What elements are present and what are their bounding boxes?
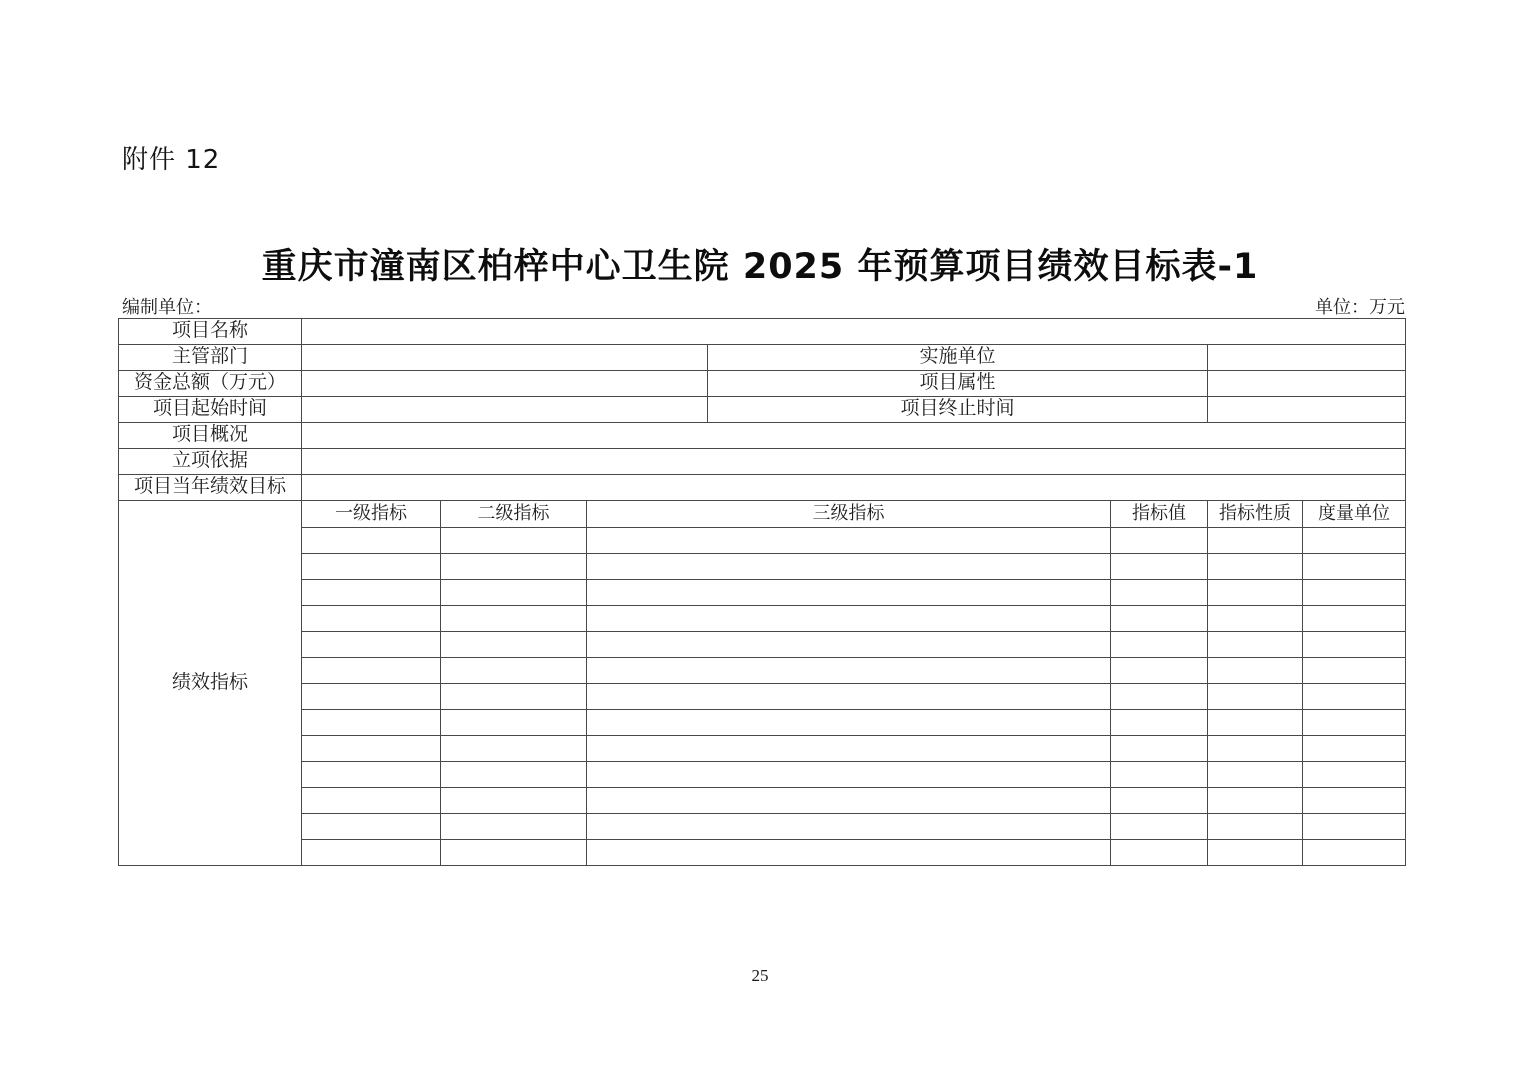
level2-indicator-cell <box>441 658 587 684</box>
indicator-empty-row <box>119 658 1406 684</box>
level3-indicator-cell <box>587 606 1111 632</box>
level3-indicator-cell <box>587 554 1111 580</box>
row-project-name <box>119 319 1406 345</box>
indicator-value-cell <box>1111 632 1208 658</box>
prepared-by-label: 编制单位： <box>122 297 212 317</box>
level1-indicator-cell <box>302 554 441 580</box>
indicator-nature-cell <box>1208 658 1303 684</box>
measure-unit-cell <box>1303 554 1406 580</box>
level1-indicator-cell <box>302 762 441 788</box>
header-level3-indicator: 三级指标 <box>587 501 1111 528</box>
measure-unit-cell <box>1303 632 1406 658</box>
level3-indicator-cell <box>587 814 1111 840</box>
measure-unit-cell <box>1303 528 1406 554</box>
indicator-nature-cell <box>1208 814 1303 840</box>
measure-unit-cell <box>1303 658 1406 684</box>
indicator-nature-cell <box>1208 632 1303 658</box>
indicator-value-cell <box>1111 580 1208 606</box>
measure-unit-cell <box>1303 710 1406 736</box>
impl-unit-value-cell <box>1208 345 1406 371</box>
dept-label: 主管部门 <box>119 345 302 371</box>
end-time-value-cell <box>1208 397 1406 423</box>
row-basis <box>119 449 1406 475</box>
level2-indicator-cell <box>441 632 587 658</box>
unit-label: 单位：万元 <box>1315 297 1405 317</box>
level2-indicator-cell <box>441 762 587 788</box>
level2-indicator-cell <box>441 528 587 554</box>
level3-indicator-cell <box>587 840 1111 866</box>
measure-unit-cell <box>1303 684 1406 710</box>
header-level2-indicator: 二级指标 <box>441 501 587 528</box>
indicator-value-cell <box>1111 840 1208 866</box>
indicator-value-cell <box>1111 684 1208 710</box>
indicator-value-cell <box>1111 736 1208 762</box>
level2-indicator-cell <box>441 580 587 606</box>
indicator-empty-row <box>119 736 1406 762</box>
level3-indicator-cell <box>587 684 1111 710</box>
level3-indicator-cell <box>587 710 1111 736</box>
header-indicator-value: 指标值 <box>1111 501 1208 528</box>
level3-indicator-cell <box>587 762 1111 788</box>
annual-target-value-cell <box>302 475 1406 501</box>
indicator-empty-row <box>119 632 1406 658</box>
indicator-nature-cell <box>1208 580 1303 606</box>
start-time-value-cell <box>302 397 708 423</box>
dept-value-cell <box>302 345 708 371</box>
total-fund-value-cell <box>302 371 708 397</box>
level1-indicator-cell <box>302 528 441 554</box>
indicator-value-cell <box>1111 528 1208 554</box>
header-level1-indicator: 一级指标 <box>302 501 441 528</box>
row-fund-attribute <box>119 371 1406 397</box>
level2-indicator-cell <box>441 606 587 632</box>
indicator-empty-row <box>119 554 1406 580</box>
indicator-empty-row <box>119 762 1406 788</box>
indicator-value-cell <box>1111 554 1208 580</box>
level1-indicator-cell <box>302 710 441 736</box>
level3-indicator-cell <box>587 632 1111 658</box>
perf-indicator-label: 绩效指标 <box>119 501 302 866</box>
indicator-empty-row <box>119 814 1406 840</box>
indicator-value-cell <box>1111 606 1208 632</box>
level2-indicator-cell <box>441 814 587 840</box>
measure-unit-cell <box>1303 788 1406 814</box>
level1-indicator-cell <box>302 658 441 684</box>
level2-indicator-cell <box>441 788 587 814</box>
project-name-label: 项目名称 <box>119 319 302 345</box>
level1-indicator-cell <box>302 632 441 658</box>
attachment-label: 附件 12 <box>122 145 221 175</box>
level3-indicator-cell <box>587 736 1111 762</box>
end-time-label: 项目终止时间 <box>708 397 1208 423</box>
measure-unit-cell <box>1303 606 1406 632</box>
level1-indicator-cell <box>302 840 441 866</box>
level1-indicator-cell <box>302 684 441 710</box>
level1-indicator-cell <box>302 814 441 840</box>
measure-unit-cell <box>1303 580 1406 606</box>
indicator-header-row <box>119 501 1406 528</box>
measure-unit-cell <box>1303 814 1406 840</box>
indicator-nature-cell <box>1208 606 1303 632</box>
indicator-value-cell <box>1111 788 1208 814</box>
basis-label: 立项依据 <box>119 449 302 475</box>
indicator-nature-cell <box>1208 840 1303 866</box>
level1-indicator-cell <box>302 606 441 632</box>
project-name-value-cell <box>302 319 1406 345</box>
basis-value-cell <box>302 449 1406 475</box>
measure-unit-cell <box>1303 762 1406 788</box>
indicator-empty-row <box>119 580 1406 606</box>
page-title: 重庆市潼南区柏梓中心卫生院 2025 年预算项目绩效目标表-1 <box>261 247 1259 287</box>
level1-indicator-cell <box>302 788 441 814</box>
level3-indicator-cell <box>587 580 1111 606</box>
row-start-end-time <box>119 397 1406 423</box>
level3-indicator-cell <box>587 788 1111 814</box>
indicator-nature-cell <box>1208 528 1303 554</box>
attribute-value-cell <box>1208 371 1406 397</box>
row-dept-impl-unit <box>119 345 1406 371</box>
indicator-value-cell <box>1111 762 1208 788</box>
annual-target-label: 项目当年绩效目标 <box>119 475 302 501</box>
overview-label: 项目概况 <box>119 423 302 449</box>
indicator-value-cell <box>1111 814 1208 840</box>
header-measure-unit: 度量单位 <box>1303 501 1406 528</box>
row-annual-target <box>119 475 1406 501</box>
indicator-empty-row <box>119 710 1406 736</box>
indicator-nature-cell <box>1208 710 1303 736</box>
total-fund-label: 资金总额（万元） <box>119 371 302 397</box>
indicator-nature-cell <box>1208 788 1303 814</box>
performance-target-table <box>118 318 1406 866</box>
page-number: 25 <box>751 966 769 985</box>
indicator-nature-cell <box>1208 736 1303 762</box>
level1-indicator-cell <box>302 580 441 606</box>
level2-indicator-cell <box>441 840 587 866</box>
attribute-label: 项目属性 <box>708 371 1208 397</box>
level1-indicator-cell <box>302 736 441 762</box>
indicator-empty-row <box>119 684 1406 710</box>
level2-indicator-cell <box>441 710 587 736</box>
level3-indicator-cell <box>587 528 1111 554</box>
impl-unit-label: 实施单位 <box>708 345 1208 371</box>
indicator-empty-row <box>119 606 1406 632</box>
indicator-value-cell <box>1111 710 1208 736</box>
indicator-value-cell <box>1111 658 1208 684</box>
header-indicator-nature: 指标性质 <box>1208 501 1303 528</box>
indicator-nature-cell <box>1208 762 1303 788</box>
measure-unit-cell <box>1303 840 1406 866</box>
overview-value-cell <box>302 423 1406 449</box>
start-time-label: 项目起始时间 <box>119 397 302 423</box>
meta-line <box>122 293 1405 319</box>
level2-indicator-cell <box>441 554 587 580</box>
indicator-empty-row <box>119 840 1406 866</box>
level3-indicator-cell <box>587 658 1111 684</box>
level2-indicator-cell <box>441 736 587 762</box>
measure-unit-cell <box>1303 736 1406 762</box>
indicator-empty-row <box>119 528 1406 554</box>
level2-indicator-cell <box>441 684 587 710</box>
indicator-nature-cell <box>1208 684 1303 710</box>
row-overview <box>119 423 1406 449</box>
indicator-nature-cell <box>1208 554 1303 580</box>
indicator-empty-row <box>119 788 1406 814</box>
